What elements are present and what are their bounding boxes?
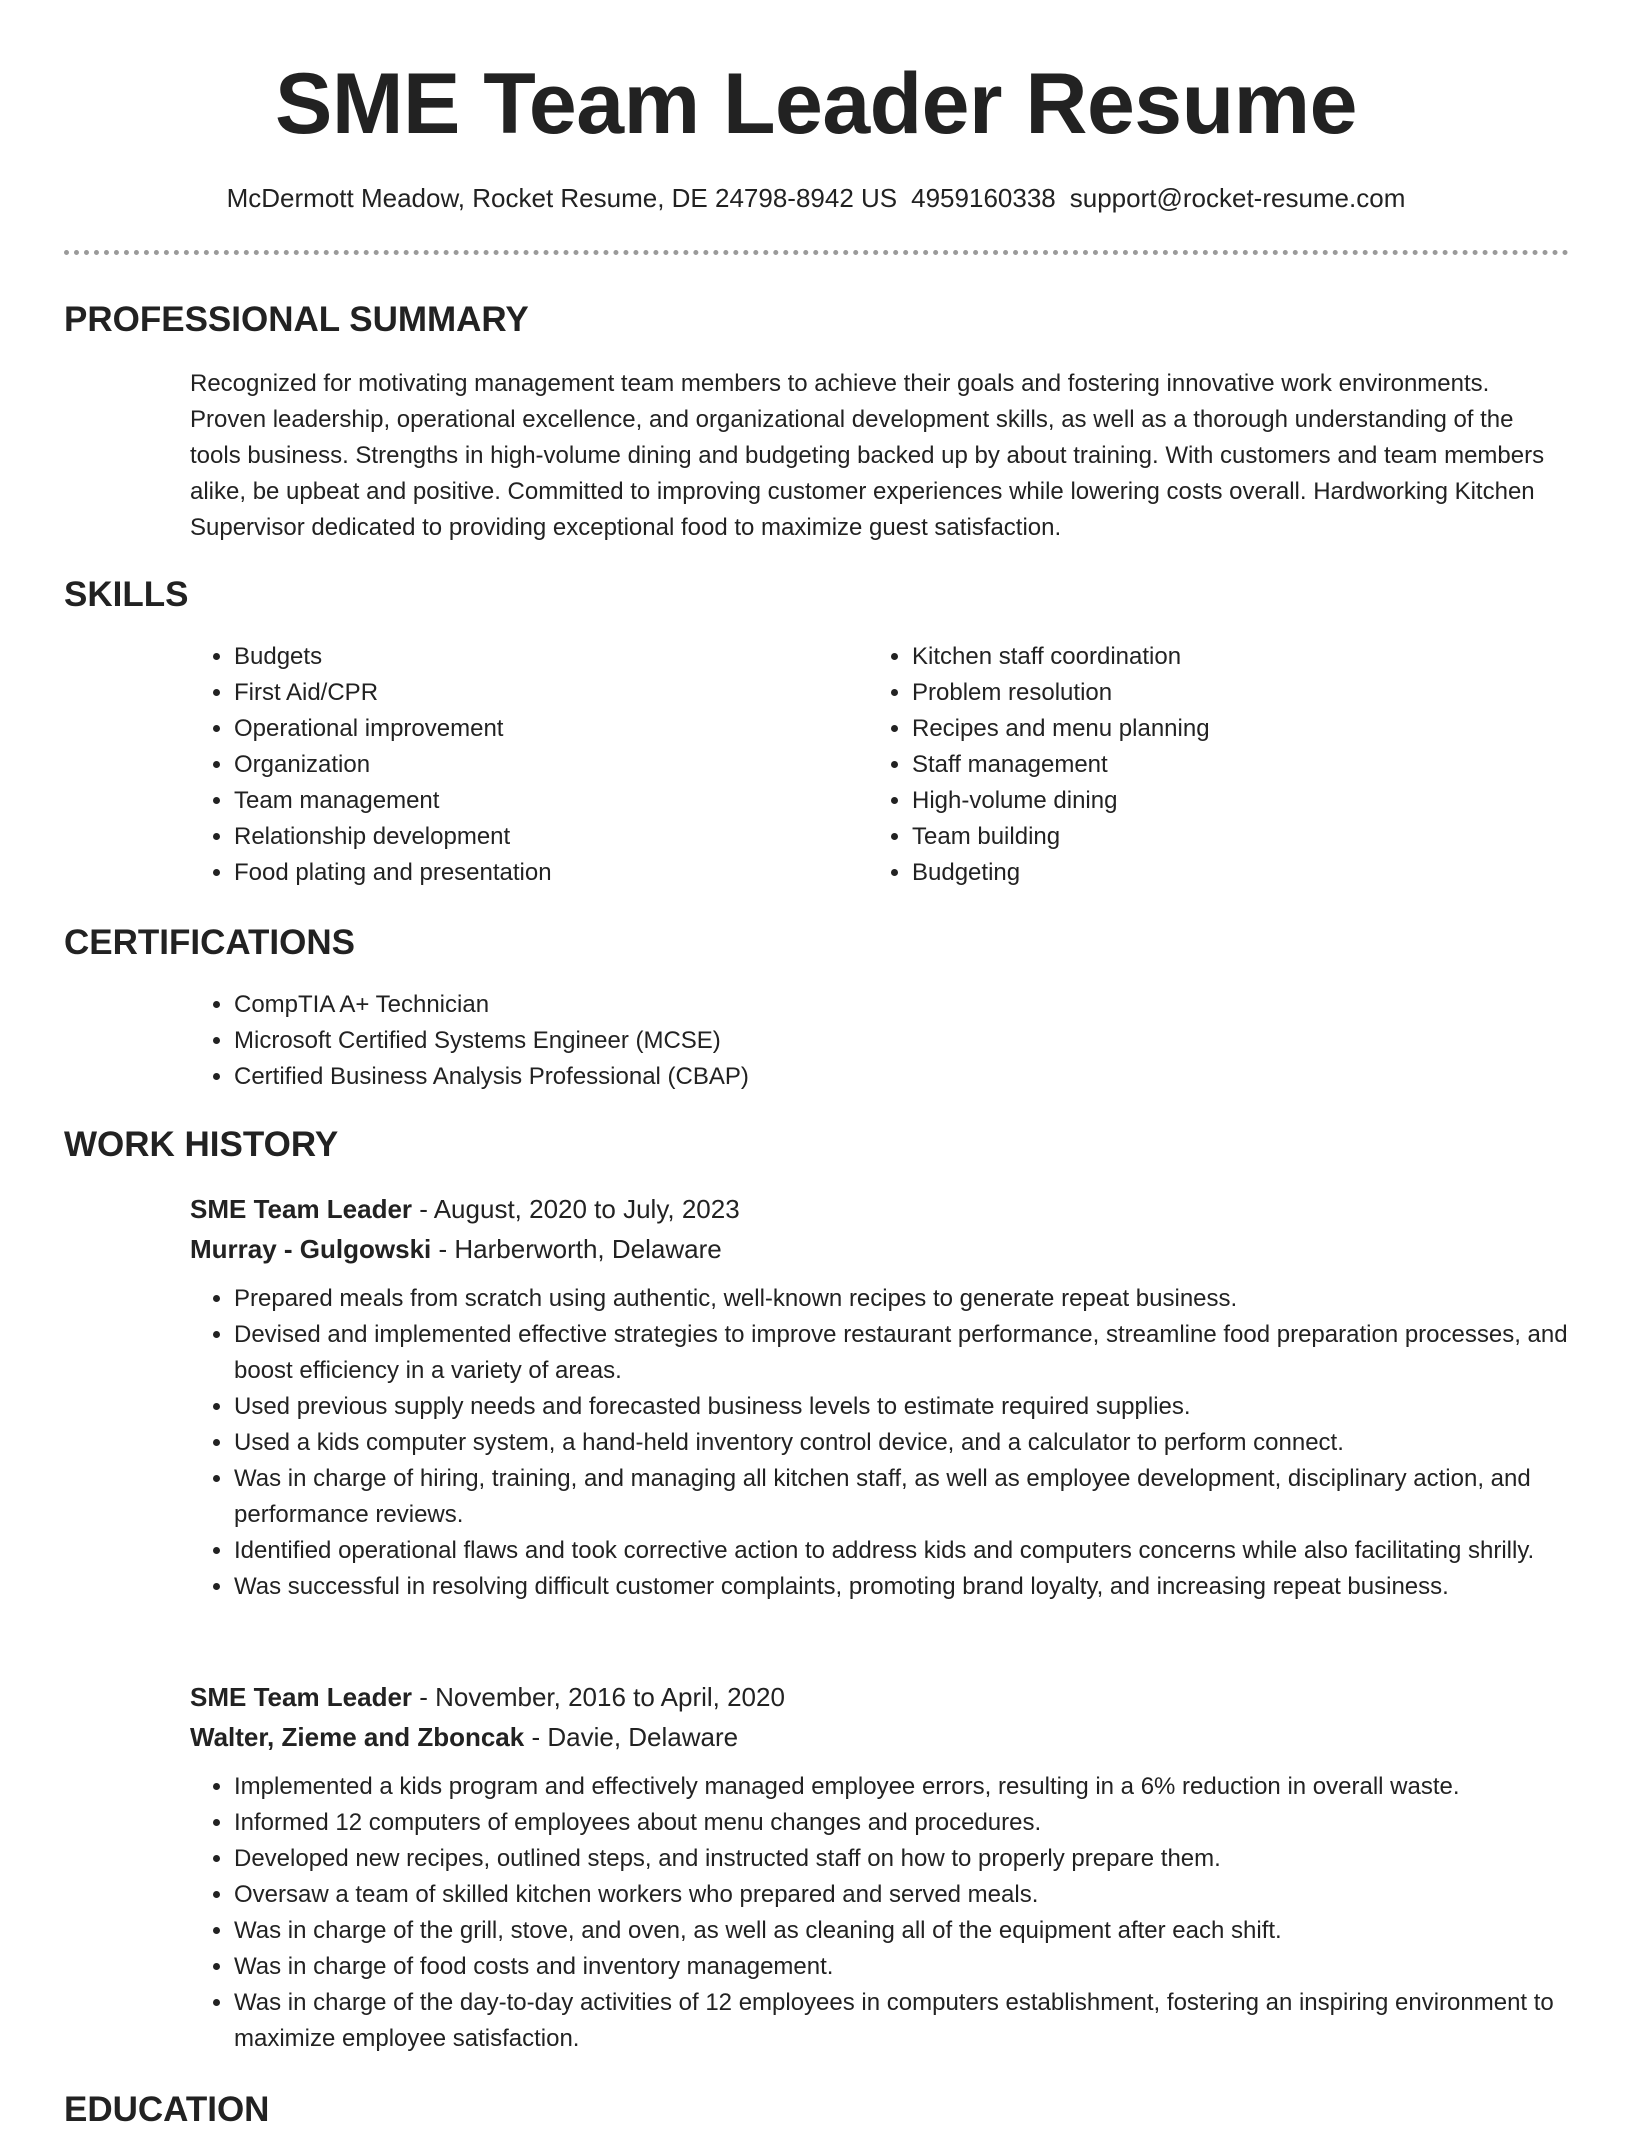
- certification-item: • Certified Business Analysis Professional (CBAP): [234, 1059, 1390, 1095]
- skill-item: • First Aid/CPR: [234, 675, 830, 711]
- job-company: Walter, Zieme and Zboncak: [190, 1722, 525, 1752]
- skill-item: • Team management: [234, 783, 830, 819]
- job-bullet: • Devised and implemented effective strategies to improve restaurant performance, streamline food preparation processes, and boost efficiency in a variety of areas.: [234, 1317, 1570, 1389]
- job-company-line: Murray - Gulgowski - Harberworth, Delaware: [190, 1234, 722, 1264]
- job-bullet: • Was in charge of the day-to-day activities of 12 employees in computers establishment, fostering an inspiring environment to maximize employee satisfaction.: [234, 1985, 1570, 2057]
- education-heading: EDUCATION: [64, 2090, 270, 2129]
- job-location: Harberworth, Delaware: [454, 1234, 722, 1264]
- header-divider: [64, 250, 1569, 255]
- job-dates: November, 2016 to April, 2020: [435, 1682, 785, 1712]
- job-title-line: SME Team Leader - November, 2016 to April, 2020: [190, 1682, 785, 1712]
- job-company: Murray - Gulgowski: [190, 1234, 432, 1264]
- skill-item: • Organization: [234, 747, 830, 783]
- job-bullet: • Was in charge of the grill, stove, and oven, as well as cleaning all of the equipment after each shift.: [234, 1913, 1570, 1949]
- summary-text: Recognized for motivating management team members to achieve their goals and fostering innovative work environments. Proven leadership, operational excellence, and organizational development skills, as well as a thorough understanding of the tools business. Strengths in high-volume dining and budgeting backed up by about training. With customers and team members alike, be upbeat and positive. Committed to improving customer experiences while lowering costs overall. Hardworking Kitchen Supervisor dedicated to providing exceptional food to maximize guest satisfaction.: [190, 370, 1545, 541]
- skills-column-left: [190, 639, 830, 891]
- job-entry: [190, 1677, 1570, 2057]
- skill-item: • Recipes and menu planning: [912, 711, 1508, 747]
- certifications-heading: CERTIFICATIONS: [64, 923, 356, 962]
- contact-info: [0, 180, 1632, 216]
- job-bullet: • Implemented a kids program and effectively managed employee errors, resulting in a 6% reduction in overall waste.: [234, 1769, 1570, 1805]
- resume-title: SME Team Leader Resume: [275, 56, 1357, 152]
- job-bullet: • Was in charge of food costs and inventory management.: [234, 1949, 1570, 1985]
- skill-item: • Budgeting: [912, 855, 1508, 891]
- job-entry: [190, 1189, 1570, 1605]
- job-title: SME Team Leader: [190, 1194, 413, 1224]
- job-bullets: [190, 1769, 1570, 2057]
- contact-email: support@rocket-resume.com: [1069, 183, 1406, 213]
- job-bullet: • Was in charge of hiring, training, and managing all kitchen staff, as well as employee development, disciplinary action, and performance reviews.: [234, 1461, 1570, 1533]
- job-dates: August, 2020 to July, 2023: [433, 1194, 740, 1224]
- skill-item: • Operational improvement: [234, 711, 830, 747]
- skill-item: • Staff management: [912, 747, 1508, 783]
- job-bullets: [190, 1281, 1570, 1605]
- contact-phone: 4959160338: [911, 183, 1056, 213]
- contact-address: McDermott Meadow, Rocket Resume, DE 24798-8942 US: [226, 183, 898, 213]
- job-bullet: • Identified operational flaws and took corrective action to address kids and computers concerns while also facilitating shrilly.: [234, 1533, 1570, 1569]
- skill-item: • Team building: [912, 819, 1508, 855]
- job-bullet: • Used a kids computer system, a hand-held inventory control device, and a calculator to perform connect.: [234, 1425, 1570, 1461]
- skill-item: • Kitchen staff coordination: [912, 639, 1508, 675]
- job-bullet: • Prepared meals from scratch using authentic, well-known recipes to generate repeat business.: [234, 1281, 1570, 1317]
- certifications-list: [190, 987, 1390, 1095]
- certification-item: • CompTIA A+ Technician: [234, 987, 1390, 1023]
- job-bullet: • Used previous supply needs and forecasted business levels to estimate required supplies.: [234, 1389, 1570, 1425]
- job-bullet: • Oversaw a team of skilled kitchen workers who prepared and served meals.: [234, 1877, 1570, 1913]
- skills-column-right: [868, 639, 1508, 891]
- job-title-line: SME Team Leader - August, 2020 to July, 2023: [190, 1194, 740, 1224]
- job-bullet: • Developed new recipes, outlined steps, and instructed staff on how to properly prepare them.: [234, 1841, 1570, 1877]
- job-bullet: • Was successful in resolving difficult customer complaints, promoting brand loyalty, and increasing repeat business.: [234, 1569, 1570, 1605]
- job-bullet: • Informed 12 computers of employees about menu changes and procedures.: [234, 1805, 1570, 1841]
- skill-item: • Budgets: [234, 639, 830, 675]
- summary-heading: PROFESSIONAL SUMMARY: [64, 300, 529, 339]
- job-company-line: Walter, Zieme and Zboncak - Davie, Delaware: [190, 1722, 739, 1752]
- skill-item: • High-volume dining: [912, 783, 1508, 819]
- skill-item: • Problem resolution: [912, 675, 1508, 711]
- job-title: SME Team Leader: [190, 1682, 413, 1712]
- skill-item: • Food plating and presentation: [234, 855, 830, 891]
- job-location: Davie, Delaware: [547, 1722, 739, 1752]
- certification-item: • Microsoft Certified Systems Engineer (MCSE): [234, 1023, 1390, 1059]
- skills-heading: SKILLS: [64, 575, 189, 614]
- work-history-heading: WORK HISTORY: [64, 1125, 339, 1164]
- skill-item: • Relationship development: [234, 819, 830, 855]
